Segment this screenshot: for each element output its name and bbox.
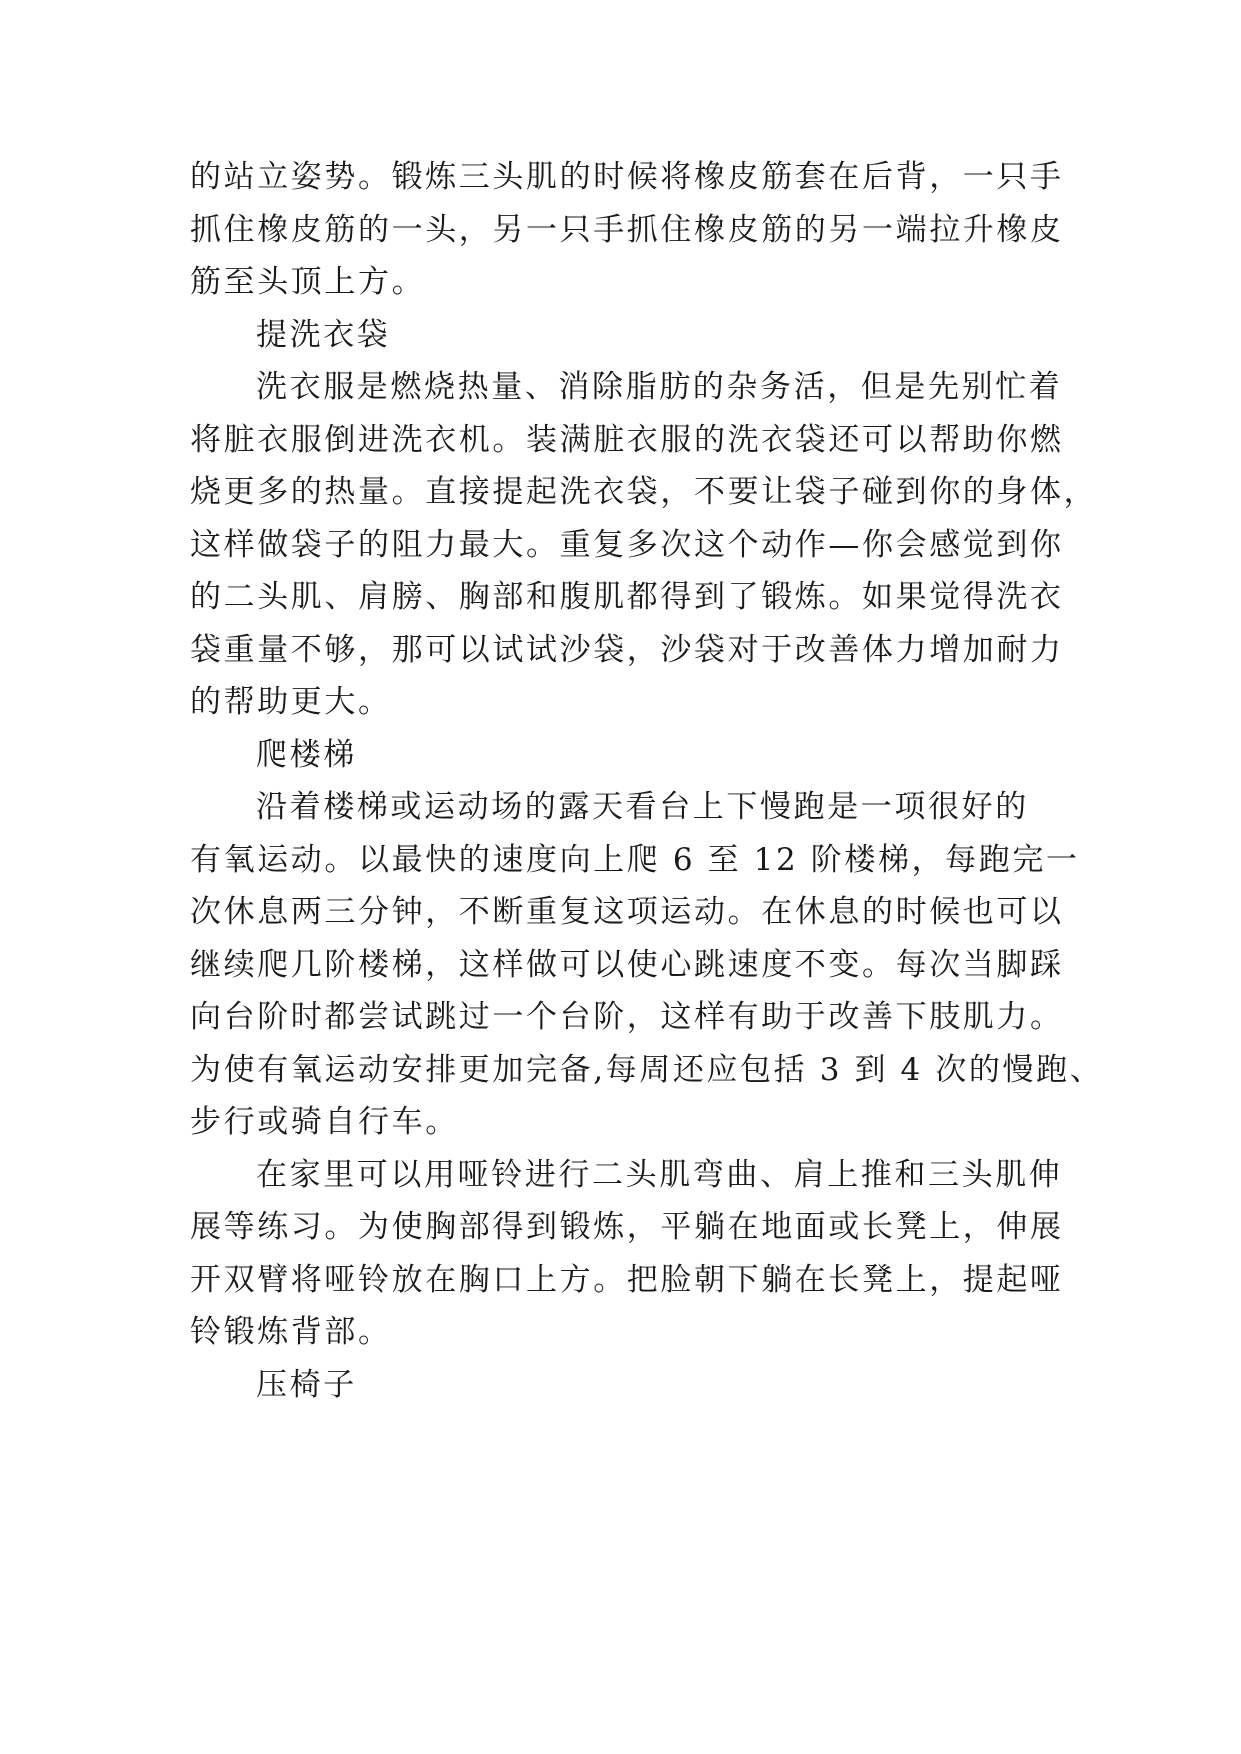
text-line: 沿着楼梯或运动场的露天看台上下慢跑是一项很好的 <box>256 789 1029 825</box>
text-line: 袋重量不够，那可以试试沙袋，沙袋对于改善体力增加耐力 <box>190 631 1064 668</box>
text-line: 洗衣服是燃烧热量、消除脂肪的杂务活，但是先别忙着 <box>256 369 1063 405</box>
text-line: 向台阶时都尝试跳过一个台阶，这样有助于改善下肢肌力。 <box>190 999 1064 1035</box>
text-line: 抓住橡皮筋的一头，另一只手抓住橡皮筋的另一端拉升橡皮 <box>190 211 1064 248</box>
text-line: 筋至头顶上方。 <box>190 264 426 300</box>
text-line: 步行或骑自行车。 <box>190 1104 459 1140</box>
text-line: 这样做袋子的阻力最大。重复多次这个动作—你会感觉到你 <box>190 526 1064 563</box>
text-line: 的站立姿势。锻炼三头肌的时候将橡皮筋套在后背，一只手 <box>190 159 1064 195</box>
text-line: 展等练习。为使胸部得到锻炼，平躺在地面或长凳上，伸展 <box>190 1209 1064 1245</box>
text-line: 为使有氧运动安排更加完备,每周还应包括 3 到 4 次的慢跑、 <box>190 1051 1104 1088</box>
text-line: 的二头肌、肩膀、胸部和腹肌都得到了锻炼。如果觉得洗衣 <box>190 579 1064 615</box>
text-line: 在家里可以用哑铃进行二头肌弯曲、肩上推和三头肌伸 <box>256 1156 1063 1193</box>
section-heading: 爬楼梯 <box>256 736 357 773</box>
body-text <box>190 151 1104 1411</box>
text-line: 铃锻炼背部。 <box>190 1314 392 1350</box>
text-line: 烧更多的热量。直接提起洗衣袋，不要让袋子碰到你的身体， <box>190 474 1098 510</box>
text-line: 继续爬几阶楼梯，这样做可以使心跳速度不变。每次当脚踩 <box>190 946 1064 983</box>
text-line: 有氧运动。以最快的速度向上爬 6 至 12 阶楼梯，每跑完一 <box>190 841 1080 878</box>
section-heading: 提洗衣袋 <box>256 316 391 353</box>
text-line: 次休息两三分钟，不断重复这项运动。在休息的时候也可以 <box>190 894 1064 930</box>
section-heading: 压椅子 <box>256 1366 357 1403</box>
text-line: 将脏衣服倒进洗衣机。装满脏衣服的洗衣袋还可以帮助你燃 <box>190 421 1064 458</box>
text-line: 的帮助更大。 <box>190 684 392 720</box>
text-line: 开双臂将哑铃放在胸口上方。把脸朝下躺在长凳上，提起哑 <box>190 1261 1064 1298</box>
